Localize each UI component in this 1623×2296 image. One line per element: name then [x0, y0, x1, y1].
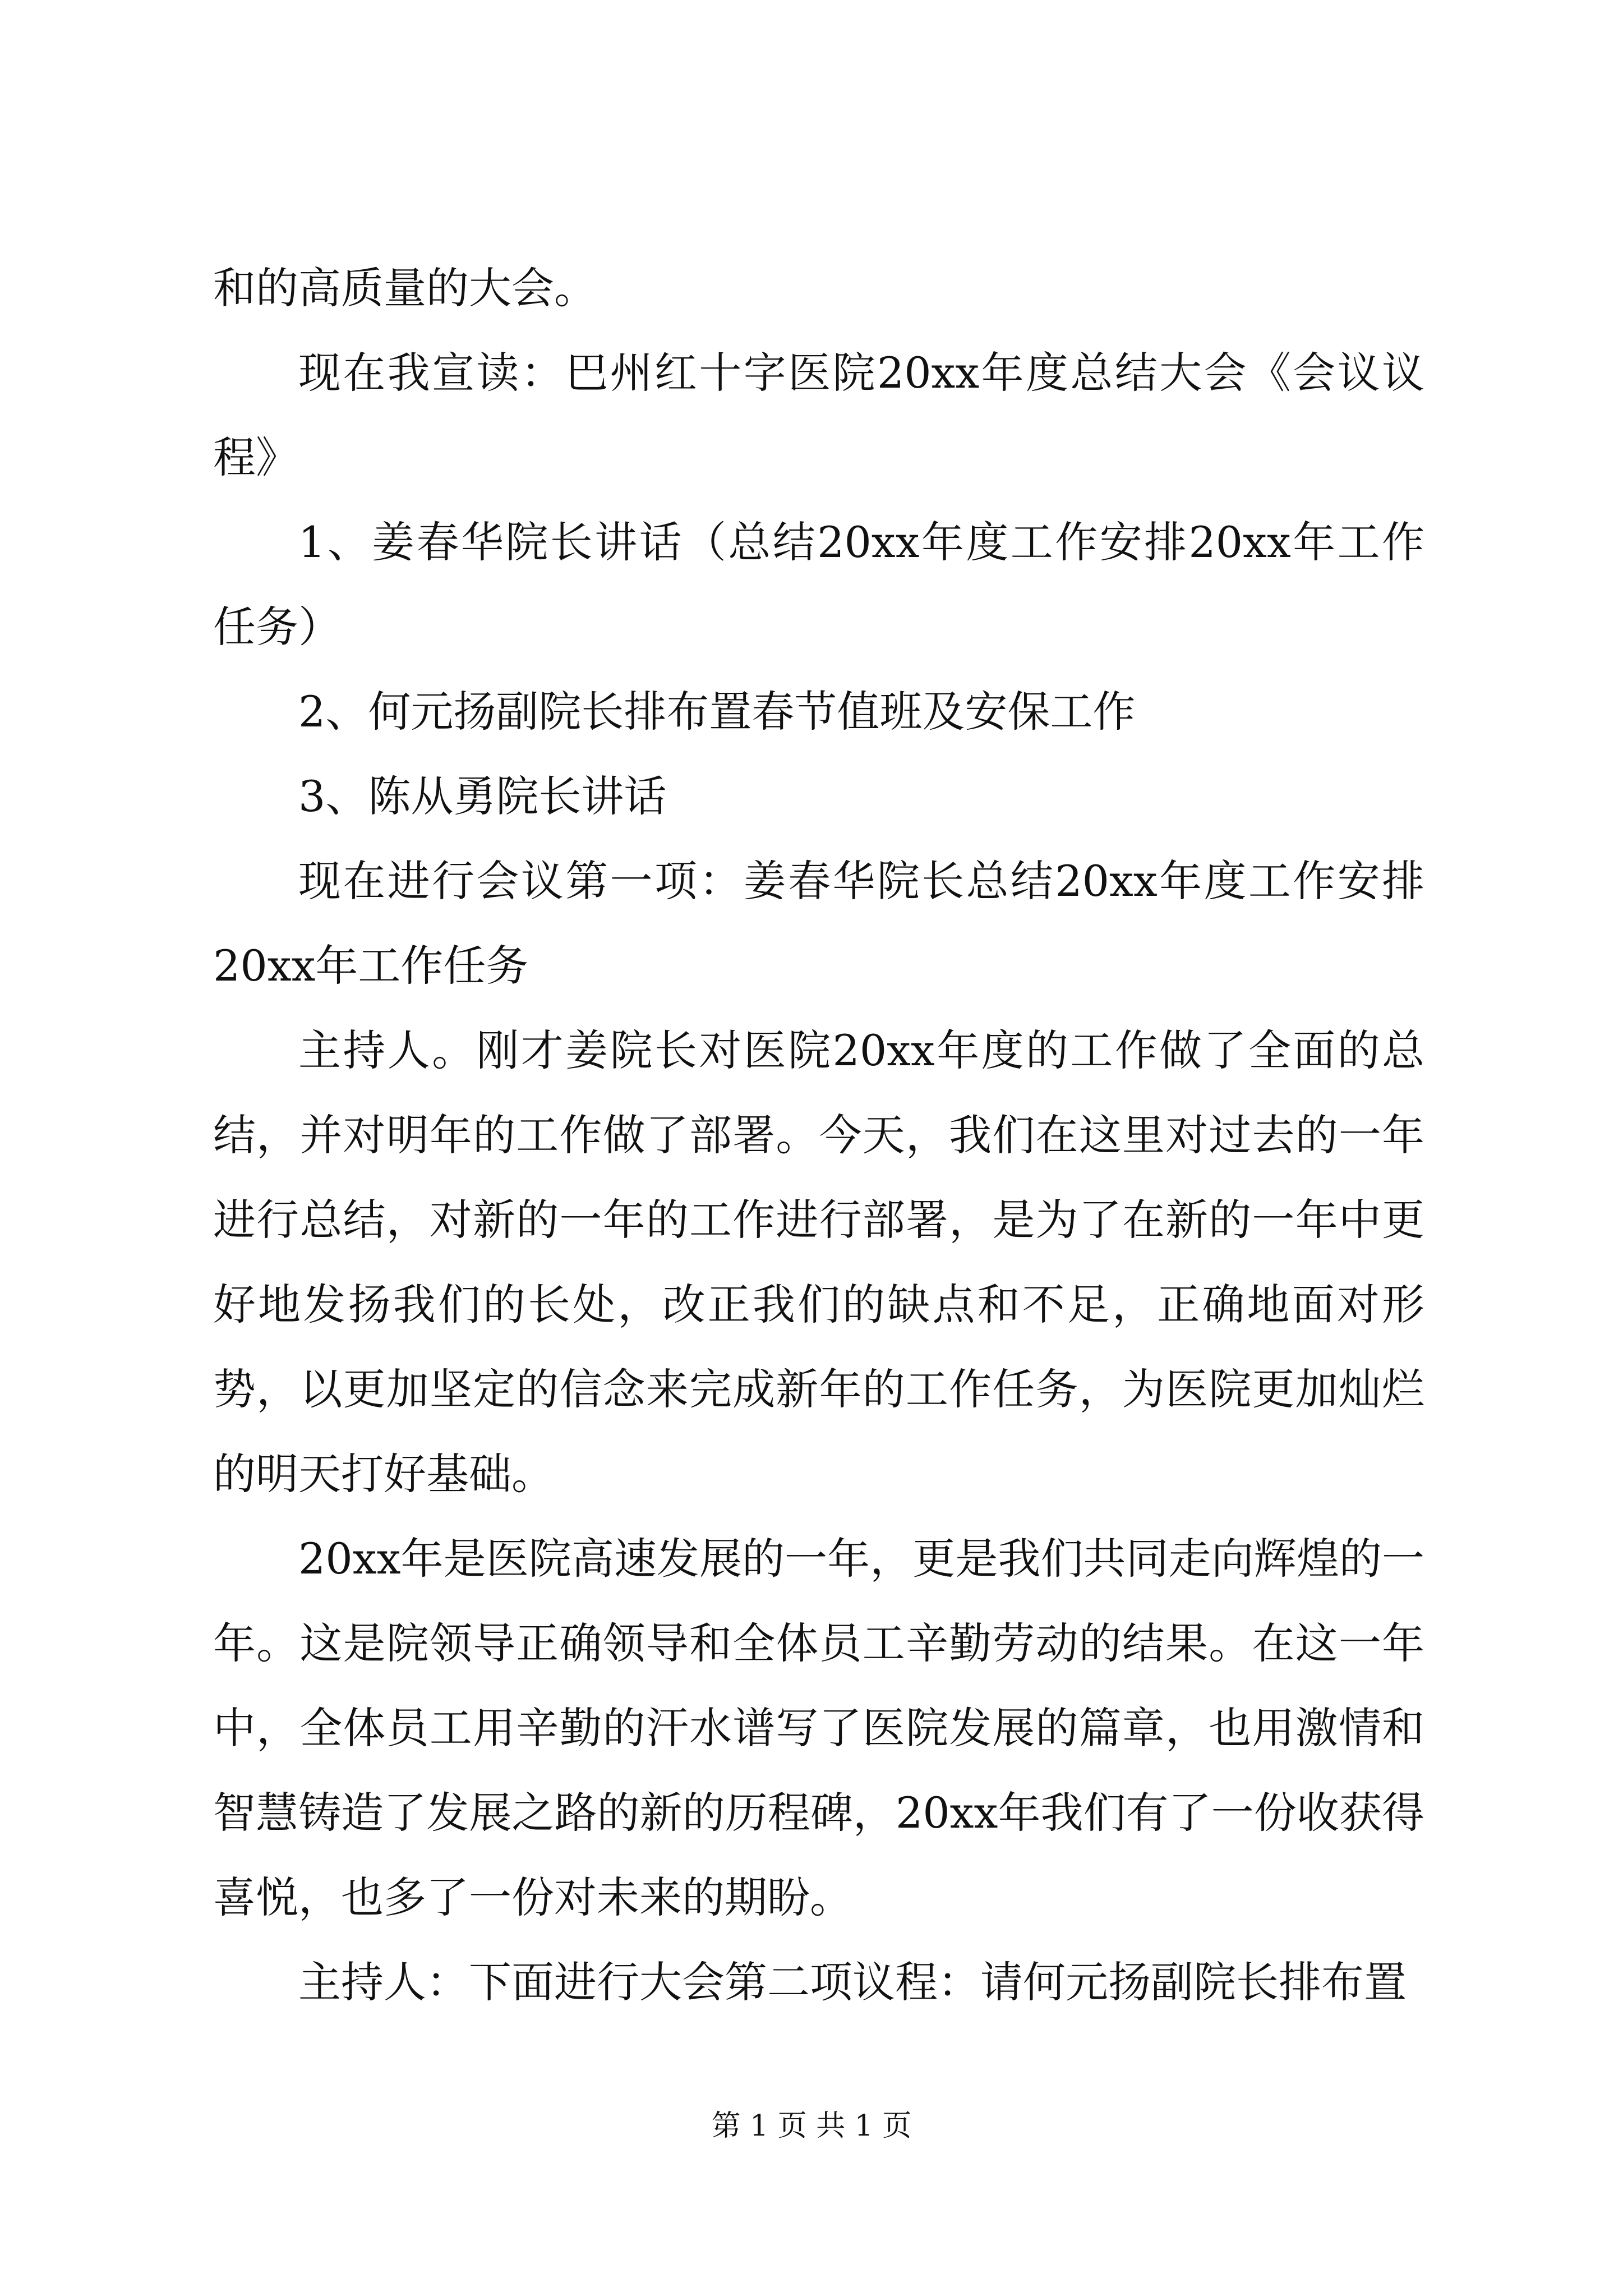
paragraph-item-two: 主持人：下面进行大会第二项议程：请何元扬副院长排布置 [298, 1957, 1407, 2007]
paragraph-agenda-item-2: 2、何元扬副院长排布置春节值班及安保工作 [298, 687, 1136, 737]
paragraph-agenda-intro: 现在我宣读：巴州红十字医院20xx年度总结大会《会议议程》 [213, 348, 1424, 482]
paragraph-agenda-item-3: 3、陈从勇院长讲话 [298, 771, 667, 821]
paragraph-year-review: 20xx年是医院高速发展的一年，更是我们共同走向辉煌的一年。这是院领导正确领导和全体员工辛勤劳动的结果。在这一年中，全体员工用辛勤的汗水谱写了医院发展的篇章，也用激情和智慧铸造了发展之路的新的历程碑，20xx年我们有了一份收获得喜悦，也多了一份对未来的期盼。 [213, 1534, 1424, 1922]
paragraph-continuation: 和的高质量的大会。 [213, 263, 597, 313]
paragraph-host-summary: 主持人。刚才姜院长对医院20xx年度的工作做了全面的总结，并对明年的工作做了部署。今天，我们在这里对过去的一年进行总结，对新的一年的工作进行部署，是为了在新的一年中更好地发扬我们的长处，改正我们的缺点和不足，正确地面对形势，以更加坚定的信念来完成新年的工作任务，为医院更加灿烂的明天打好基础。 [213, 1025, 1424, 1499]
page-footer: 第 1 页 共 1 页 [711, 2109, 912, 2143]
document-body [213, 246, 1424, 2024]
paragraph-agenda-item-1: 1、姜春华院长讲话（总结20xx年度工作安排20xx年工作任务） [213, 517, 1424, 652]
paragraph-item-one: 现在进行会议第一项：姜春华院长总结20xx年度工作安排20xx年工作任务 [213, 856, 1424, 991]
